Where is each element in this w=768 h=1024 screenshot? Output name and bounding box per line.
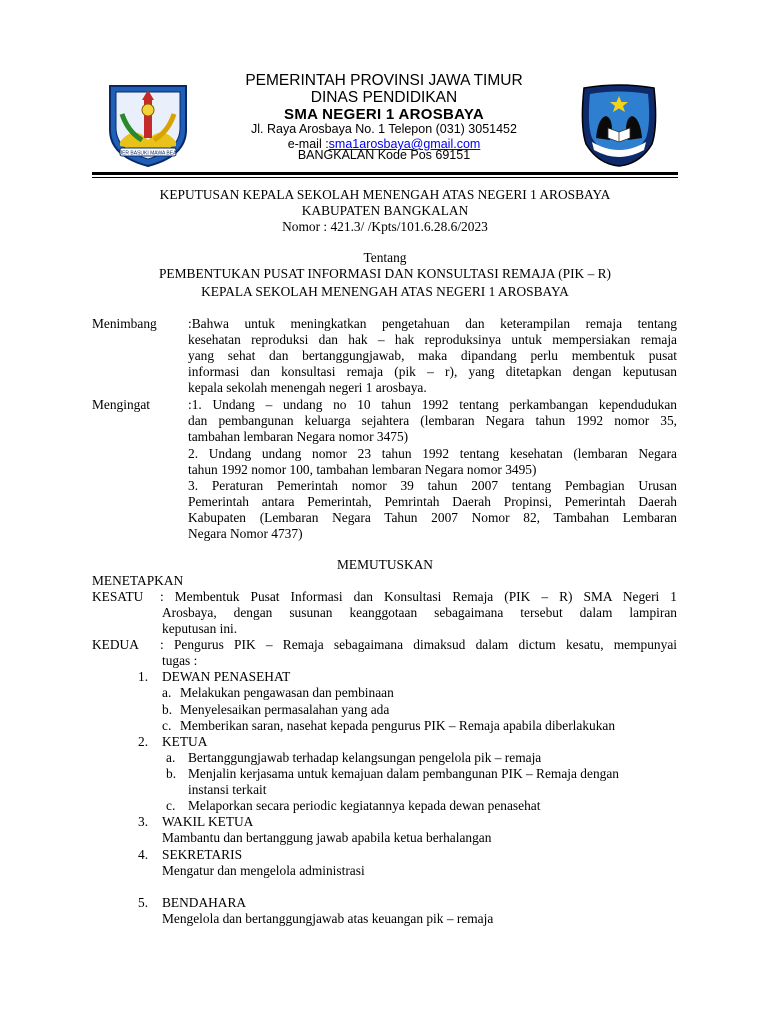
decree-subject: PEMBENTUKAN PUSAT INFORMASI DAN KONSULTASI REMAJA (PIK – R): [158, 266, 612, 281]
role-description: Mambantu dan bertanggung jawab apabila ketua berhalangan: [162, 830, 492, 845]
email-link[interactable]: sma1arosbaya@gmail.com: [328, 137, 481, 151]
school-emblem-logo: [578, 80, 660, 168]
duty-letter: c.: [162, 718, 172, 733]
dept-heading: DINAS PENDIDIKAN: [310, 89, 458, 106]
mengingat-line: 3. Peraturan Pemerintah nomor 39 tahun 2007 tentang Pembagian Urusan: [188, 478, 677, 493]
memutuskan-heading: MEMUTUSKAN: [337, 557, 433, 572]
svg-text:JER BASUKI MAWA BEA: JER BASUKI MAWA BEA: [119, 150, 177, 157]
role-title: KETUA: [162, 734, 208, 749]
duty-letter: b.: [166, 766, 177, 781]
decree-number: Nomor : 421.3/ /Kpts/101.6.28.6/2023: [282, 219, 488, 234]
duty-text: Menyelesaikan permasalahan yang ada: [180, 702, 390, 717]
decree-title: KEPUTUSAN KEPALA SEKOLAH MENENGAH ATAS NEGERI 1 AROSBAYA: [159, 187, 611, 202]
letterhead-rule-thick: [92, 172, 678, 175]
role-number: 4.: [138, 847, 149, 862]
city-postcode: BANGKALAN Kode Pos 69151: [297, 148, 471, 162]
role-number: 5.: [138, 895, 149, 910]
school-name: SMA NEGERI 1 AROSBAYA: [284, 106, 484, 123]
role-number: 3.: [138, 814, 149, 829]
mengingat-line: :1. Undang – undang no 10 tahun 1992 tentang perkambangan kependudukan: [188, 397, 677, 412]
duty-text: Bertanggungjawab terhadap kelangsungan pengelola pik – remaja: [188, 750, 542, 765]
duty-letter: c.: [166, 798, 176, 813]
duty-text: Menjalin kerjasama untuk kemajuan dalam pembangunan PIK – Remaja dengan: [188, 766, 619, 781]
letterhead-rule-thin: [92, 177, 678, 178]
menimbang-line: informasi dan konsultasi remaja (pik – r), yang ditetapkan dengan keputusan: [188, 364, 677, 379]
mengingat-line: tambahan lembaran Negara nomor 3475): [188, 429, 409, 444]
decree-issuer: KEPALA SEKOLAH MENENGAH ATAS NEGERI 1 AROSBAYA: [201, 284, 569, 299]
kedua-line: : Pengurus PIK – Remaja sebagaimana dimaksud dalam dictum kesatu, mempunyai: [160, 637, 677, 652]
kedua-label: KEDUA: [92, 637, 139, 652]
email-label: e-mail :: [287, 137, 329, 151]
duty-letter: a.: [166, 750, 176, 765]
menimbang-line: :Bahwa untuk meningkatkan pengetahuan dan keterampilan remaja tentang: [188, 316, 677, 331]
role-number: 2.: [138, 734, 149, 749]
gov-heading: PEMERINTAH PROVINSI JAWA TIMUR: [245, 72, 523, 89]
provincial-emblem-logo: [106, 80, 190, 168]
menimbang-line: yang sehat dan bertanggungjawab, maka dipandang perlu membentuk pusat: [188, 348, 677, 363]
duty-text: Melaporkan secara periodic kegiatannya kepada dewan penasehat: [188, 798, 541, 813]
menimbang-line: kepala sekolah menengah negeri 1 arosbaya.: [188, 380, 427, 395]
mengingat-line: tahun 1992 nomor 100, tambahan lembaran Negara nomor 3495): [188, 462, 537, 477]
duty-letter: a.: [162, 685, 172, 700]
role-description: Mengelola dan bertanggungjawab atas keuangan pik – remaja: [162, 911, 494, 926]
mengingat-line: dan pembangunan keluarga sejahtera (lembaran Negara tahun 1992 nomor 35,: [188, 413, 677, 428]
duty-text: Melakukan pengawasan dan pembinaan: [180, 685, 394, 700]
role-description: Mengatur dan mengelola administrasi: [162, 863, 365, 878]
tentang-label: Tentang: [363, 250, 407, 265]
role-title: SEKRETARIS: [162, 847, 243, 862]
mengingat-line: Kabupaten (Lembaran Negara Tahun 2007 Nomor 82, Tambahan Lembaran: [188, 510, 677, 525]
menimbang-line: kesehatan reproduksi dan hak – hak reproduksinya untuk mempersiakan remaja: [188, 332, 677, 347]
mengingat-line: Pemerintah antara Pemerintah, Pemrintah Daerah Propinsi, Pemerintah Daerah: [188, 494, 677, 509]
address-line: Jl. Raya Arosbaya No. 1 Telepon (031) 3051452: [251, 122, 517, 136]
duty-text: Memberikan saran, nasehat kepada pengurus PIK – Remaja apabila diberlakukan: [180, 718, 616, 733]
menimbang-label: Menimbang: [92, 316, 157, 331]
role-title: DEWAN PENASEHAT: [162, 669, 291, 684]
role-title: BENDAHARA: [162, 895, 247, 910]
kesatu-label: KESATU: [92, 589, 144, 604]
duty-letter: b.: [162, 702, 173, 717]
role-title: WAKIL KETUA: [162, 814, 254, 829]
role-number: 1.: [138, 669, 149, 684]
kesatu-line: Arosbaya, dengan susunan keanggotaan sebagaimana tersebut dalam lampiran: [162, 605, 677, 620]
mengingat-line: 2. Undang undang nomor 23 tahun 1992 tentang kesehatan (lembaran Negara: [188, 446, 677, 461]
mengingat-label: Mengingat: [92, 397, 151, 412]
kesatu-line: keputusan ini.: [162, 621, 238, 636]
decree-regency: KABUPATEN BANGKALAN: [301, 203, 469, 218]
duty-text-continued: instansi terkait: [188, 782, 267, 797]
menetapkan-label: MENETAPKAN: [92, 573, 184, 588]
kesatu-line: : Membentuk Pusat Informasi dan Konsultasi Remaja (PIK – R) SMA Negeri 1: [160, 589, 677, 604]
kedua-line: tugas :: [162, 653, 198, 668]
mengingat-line: Negara Nomor 4737): [188, 526, 303, 541]
